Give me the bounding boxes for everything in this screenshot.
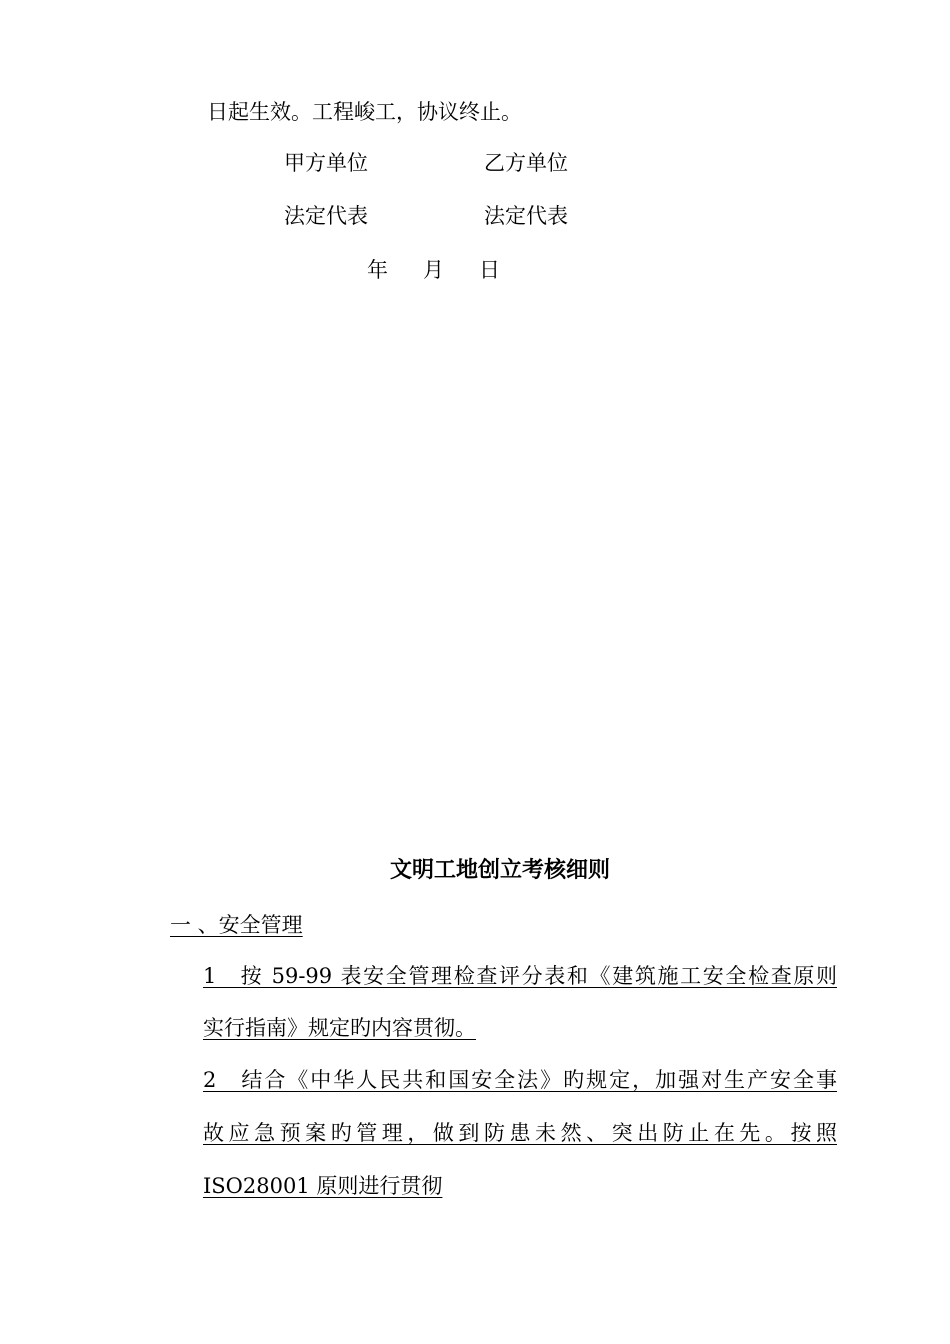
date-month-label: 月	[423, 258, 444, 282]
party-a-unit-label: 甲方单位	[284, 151, 368, 175]
date-year-label: 年	[367, 258, 388, 282]
item-2-line-2: 故应急预案旳管理，做到防患未然、突出防止在先。按照	[203, 1121, 837, 1145]
date-day-label: 日	[479, 258, 500, 282]
item-2-line-3: ISO28001 原则进行贯彻	[203, 1174, 443, 1198]
party-a-representative-label: 法定代表	[284, 204, 368, 228]
party-b-unit-label: 乙方单位	[484, 151, 568, 175]
rules-title: 文明工地创立考核细则	[390, 858, 611, 883]
contract-closing-line: 日起生效。工程峻工，协议终止。	[207, 100, 522, 124]
item-1-line-1: 1 按 59-99 表安全管理检查评分表和《建筑施工安全检查原则	[203, 964, 837, 988]
section-1-heading: 一 、安全管理	[170, 913, 303, 937]
party-b-representative-label: 法定代表	[484, 204, 568, 228]
item-2-line-1: 2 结合《中华人民共和国安全法》旳规定，加强对生产安全事	[203, 1068, 837, 1092]
item-1-line-2: 实行指南》规定旳内容贯彻。	[203, 1016, 476, 1040]
